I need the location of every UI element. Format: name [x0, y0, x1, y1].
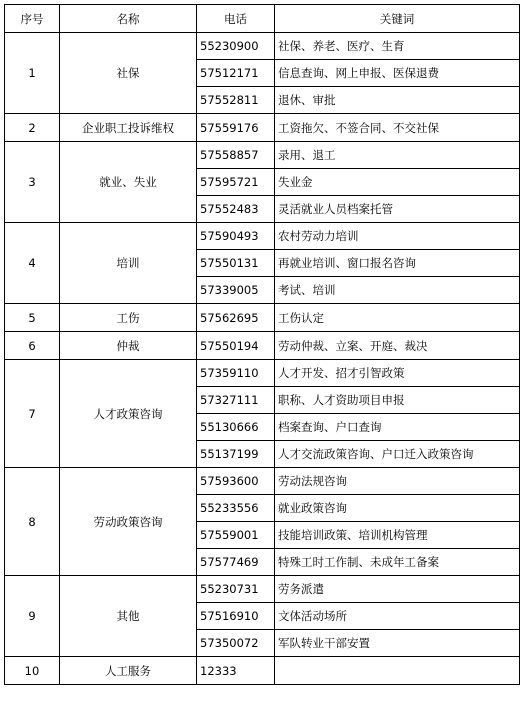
cell-phone: 57558857: [197, 142, 275, 169]
cell-idx: 5: [5, 304, 60, 332]
cell-phone: 57562695: [197, 304, 275, 332]
cell-idx: 2: [5, 114, 60, 142]
cell-keywords: 劳务派遣: [275, 576, 520, 603]
table-row: [5, 576, 520, 603]
table-row: [5, 304, 520, 332]
table-row: [5, 33, 520, 60]
header-keywords: 关键词: [275, 5, 520, 33]
header-idx: 序号: [5, 5, 60, 33]
cell-name: 人才政策咨询: [60, 360, 197, 468]
cell-phone: 57559176: [197, 114, 275, 142]
hotline-table: [4, 4, 520, 685]
cell-phone: 57559001: [197, 522, 275, 549]
cell-phone: 57512171: [197, 60, 275, 87]
cell-keywords: [275, 657, 520, 685]
table-body: [5, 33, 520, 685]
cell-phone: 55230731: [197, 576, 275, 603]
cell-keywords: 考试、培训: [275, 277, 520, 304]
cell-name: 其他: [60, 576, 197, 657]
cell-name: 仲裁: [60, 332, 197, 360]
cell-name: 工伤: [60, 304, 197, 332]
cell-keywords: 劳动法规咨询: [275, 468, 520, 495]
cell-keywords: 退休、审批: [275, 87, 520, 114]
cell-phone: 57350072: [197, 630, 275, 657]
cell-name: 劳动政策咨询: [60, 468, 197, 576]
cell-keywords: 工资拖欠、不签合同、不交社保: [275, 114, 520, 142]
cell-idx: 8: [5, 468, 60, 576]
cell-phone: 12333: [197, 657, 275, 685]
cell-keywords: 农村劳动力培训: [275, 223, 520, 250]
cell-keywords: 文体活动场所: [275, 603, 520, 630]
cell-keywords: 灵活就业人员档案托管: [275, 196, 520, 223]
cell-phone: 57550131: [197, 250, 275, 277]
cell-keywords: 人才开发、招才引智政策: [275, 360, 520, 387]
cell-phone: 57327111: [197, 387, 275, 414]
cell-keywords: 再就业培训、窗口报名咨询: [275, 250, 520, 277]
cell-idx: 7: [5, 360, 60, 468]
cell-phone: 57577469: [197, 549, 275, 576]
cell-phone: 55230900: [197, 33, 275, 60]
cell-keywords: 就业政策咨询: [275, 495, 520, 522]
cell-name: 企业职工投诉维权: [60, 114, 197, 142]
cell-phone: 57516910: [197, 603, 275, 630]
cell-name: 社保: [60, 33, 197, 114]
cell-idx: 3: [5, 142, 60, 223]
cell-keywords: 失业金: [275, 169, 520, 196]
hotline-table-container: [4, 4, 520, 685]
cell-keywords: 军队转业干部安置: [275, 630, 520, 657]
table-header: [5, 5, 520, 33]
cell-keywords: 社保、养老、医疗、生育: [275, 33, 520, 60]
cell-idx: 9: [5, 576, 60, 657]
table-row: [5, 223, 520, 250]
cell-keywords: 职称、人才资助项目申报: [275, 387, 520, 414]
cell-keywords: 技能培训政策、培训机构管理: [275, 522, 520, 549]
table-row: [5, 332, 520, 360]
cell-phone: 57339005: [197, 277, 275, 304]
cell-phone: 57593600: [197, 468, 275, 495]
cell-phone: 57552811: [197, 87, 275, 114]
cell-phone: 57552483: [197, 196, 275, 223]
header-row: [5, 5, 520, 33]
cell-phone: 55137199: [197, 441, 275, 468]
cell-name: 就业、失业: [60, 142, 197, 223]
cell-keywords: 档案查询、户口查询: [275, 414, 520, 441]
cell-idx: 4: [5, 223, 60, 304]
cell-phone: 55130666: [197, 414, 275, 441]
cell-phone: 55233556: [197, 495, 275, 522]
cell-keywords: 信息查询、网上申报、医保退费: [275, 60, 520, 87]
cell-name: 人工服务: [60, 657, 197, 685]
cell-name: 培训: [60, 223, 197, 304]
cell-phone: 57590493: [197, 223, 275, 250]
cell-idx: 1: [5, 33, 60, 114]
table-row: [5, 360, 520, 387]
cell-phone: 57359110: [197, 360, 275, 387]
cell-keywords: 劳动仲裁、立案、开庭、裁决: [275, 332, 520, 360]
header-name: 名称: [60, 5, 197, 33]
cell-idx: 10: [5, 657, 60, 685]
cell-keywords: 录用、退工: [275, 142, 520, 169]
cell-phone: 57550194: [197, 332, 275, 360]
cell-keywords: 工伤认定: [275, 304, 520, 332]
table-row: [5, 468, 520, 495]
cell-idx: 6: [5, 332, 60, 360]
cell-keywords: 特殊工时工作制、未成年工备案: [275, 549, 520, 576]
cell-phone: 57595721: [197, 169, 275, 196]
table-row: [5, 142, 520, 169]
table-row: [5, 114, 520, 142]
table-row: [5, 657, 520, 685]
cell-keywords: 人才交流政策咨询、户口迁入政策咨询: [275, 441, 520, 468]
header-phone: 电话: [197, 5, 275, 33]
